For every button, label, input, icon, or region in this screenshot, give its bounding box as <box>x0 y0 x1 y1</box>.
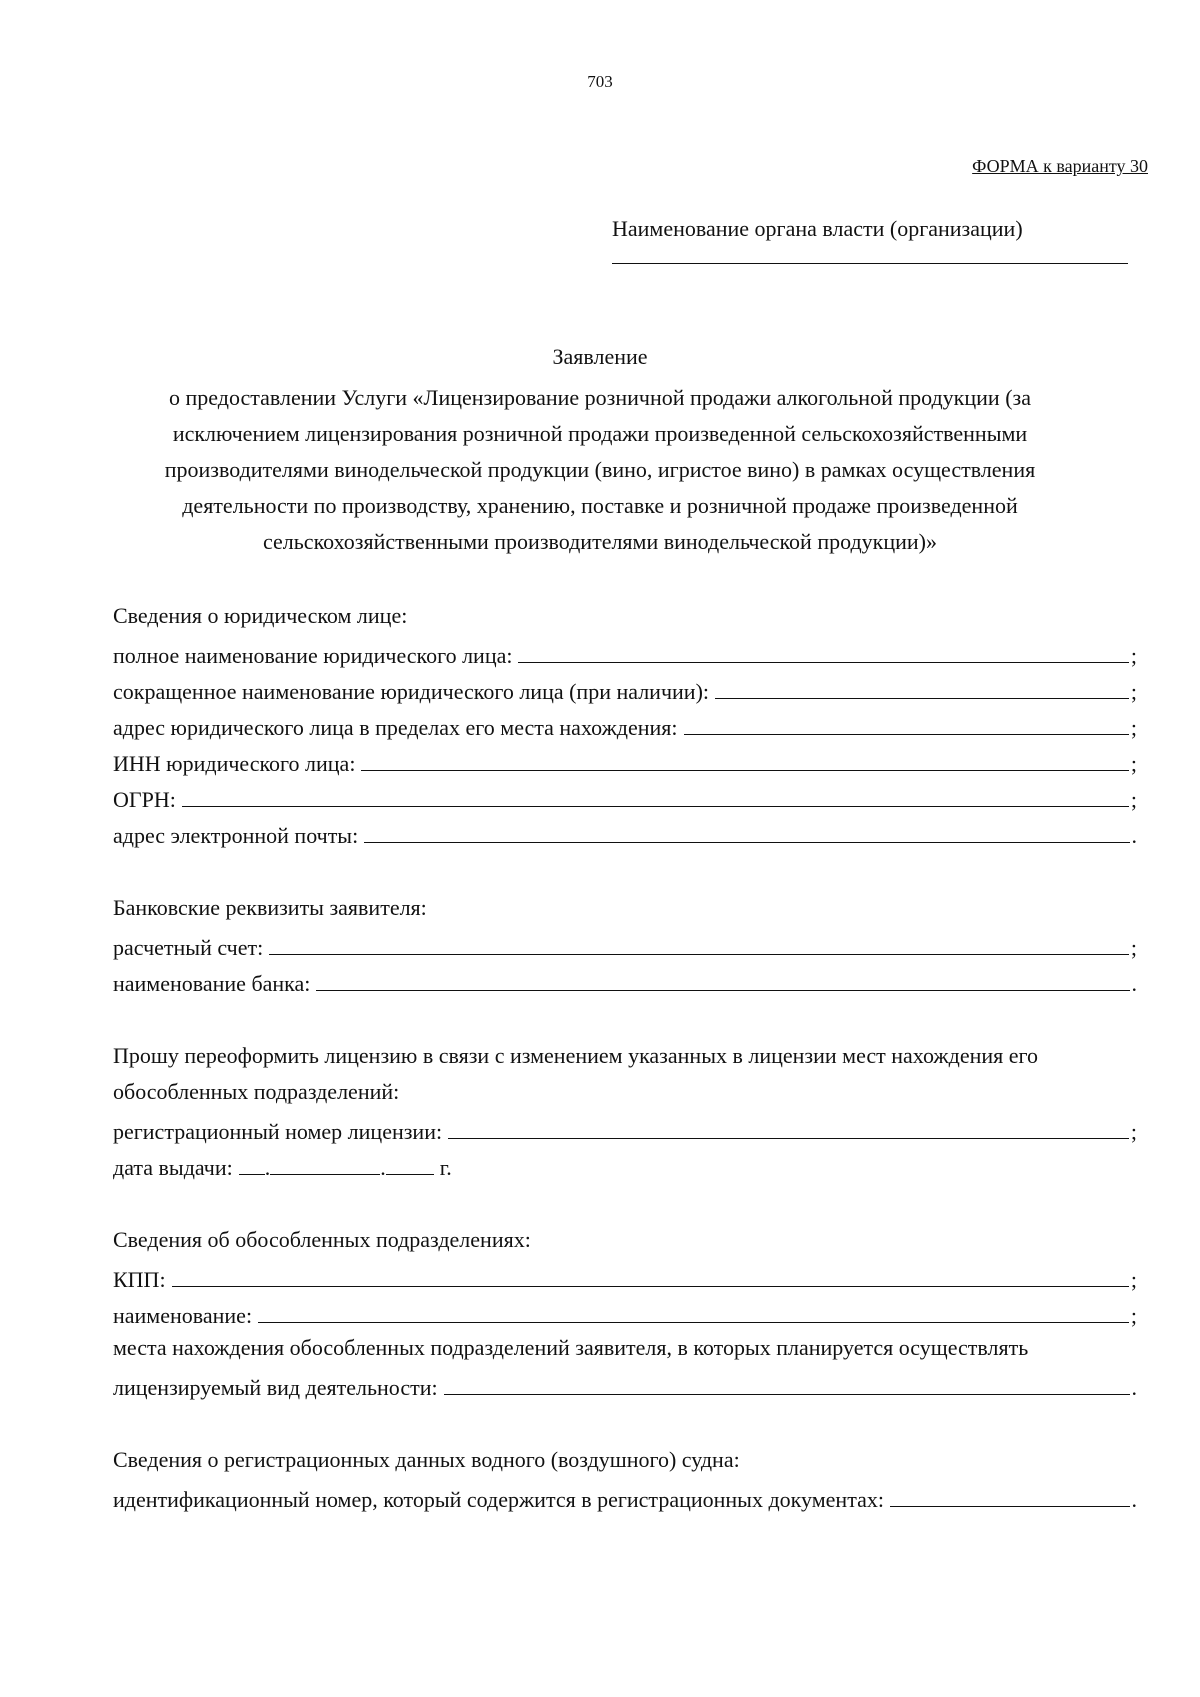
full-name-end: ; <box>1130 643 1137 668</box>
issue-date-suffix: г. <box>439 1155 452 1180</box>
bank-name-label: наименование банка: <box>113 971 311 996</box>
kpp-label: КПП: <box>113 1267 166 1292</box>
kpp-end: ; <box>1130 1267 1137 1292</box>
subdivision-name-label: наименование: <box>113 1303 253 1328</box>
license-request-line1: Прошу переоформить лицензию в связи с изменением указанных в лицензии мест нахождения его <box>113 1043 1038 1068</box>
legal-entity-heading: Сведения о юридическом лице: <box>113 603 408 628</box>
issue-month-field[interactable] <box>270 1174 380 1175</box>
address-label: адрес юридического лица в пределах его места нахождения: <box>113 715 678 740</box>
inn-row <box>113 742 1137 778</box>
subdivision-name-end: ; <box>1130 1303 1137 1328</box>
issue-date-row <box>113 1146 1137 1182</box>
ogrn-label: ОГРН: <box>113 787 176 812</box>
authority-block <box>612 216 1132 264</box>
document-subtitle: о предоставлении Услуги «Лицензирование розничной продажи алкогольной продукции (за исключением лицензирования розничной продажи произведенной сельскохозяйственными производителями винодельческой продукции (вино, игристое вино) в рамках осуществления деятельности по производству, хранению, поставке и розничной продаже произведенной сельскохозяйственными производителями винодельческой продукции)» <box>164 385 1036 554</box>
short-name-row <box>113 670 1137 706</box>
license-number-end: ; <box>1130 1119 1137 1144</box>
form-content <box>113 598 1137 1554</box>
email-end: . <box>1131 823 1137 848</box>
ogrn-end: ; <box>1130 787 1137 812</box>
address-end: ; <box>1130 715 1137 740</box>
subdivision-name-field[interactable] <box>258 1322 1129 1323</box>
address-row <box>113 706 1137 742</box>
locations-row <box>113 1366 1137 1402</box>
vessel-section <box>113 1442 1137 1514</box>
issue-date-label: дата выдачи: <box>113 1155 233 1180</box>
license-number-field[interactable] <box>448 1138 1129 1139</box>
bank-heading: Банковские реквизиты заявителя: <box>113 895 427 920</box>
short-name-label: сокращенное наименование юридического лица (при наличии): <box>113 679 710 704</box>
form-reference: ФОРМА к варианту 30 <box>972 156 1148 176</box>
vessel-id-row <box>113 1478 1137 1514</box>
issue-year-field[interactable] <box>386 1174 434 1175</box>
ogrn-field[interactable] <box>182 806 1129 807</box>
issue-date-sep-1: . <box>264 1155 271 1180</box>
bank-name-row <box>113 962 1137 998</box>
full-name-row <box>113 634 1137 670</box>
locations-end: . <box>1131 1375 1137 1400</box>
bank-name-end: . <box>1131 971 1137 996</box>
subdivisions-heading: Сведения об обособленных подразделениях: <box>113 1227 531 1252</box>
bank-section <box>113 890 1137 998</box>
vessel-heading: Сведения о регистрационных данных водного (воздушного) судна: <box>113 1447 740 1472</box>
vessel-id-field[interactable] <box>890 1506 1130 1507</box>
license-section <box>113 1038 1137 1182</box>
license-request-line2: обособленных подразделений: <box>113 1079 400 1104</box>
full-name-field[interactable] <box>518 662 1128 663</box>
account-row <box>113 926 1137 962</box>
inn-label: ИНН юридического лица: <box>113 751 356 776</box>
email-field[interactable] <box>364 842 1129 843</box>
email-label: адрес электронной почты: <box>113 823 359 848</box>
locations-line1: места нахождения обособленных подразделений заявителя, в которых планируется осуществлять <box>113 1335 1029 1360</box>
bank-name-field[interactable] <box>316 990 1129 991</box>
inn-field[interactable] <box>361 770 1128 771</box>
account-end: ; <box>1130 935 1137 960</box>
locations-label: лицензируемый вид деятельности: <box>113 1375 438 1400</box>
license-number-label: регистрационный номер лицензии: <box>113 1119 443 1144</box>
kpp-row <box>113 1258 1137 1294</box>
short-name-field[interactable] <box>715 698 1129 699</box>
full-name-label: полное наименование юридического лица: <box>113 643 513 668</box>
email-row <box>113 814 1137 850</box>
inn-end: ; <box>1130 751 1137 776</box>
vessel-id-end: . <box>1131 1487 1137 1512</box>
legal-entity-section <box>113 598 1137 850</box>
short-name-end: ; <box>1130 679 1137 704</box>
document-title: Заявление <box>552 344 648 369</box>
issue-date-sep-2: . <box>380 1155 386 1180</box>
account-label: расчетный счет: <box>113 935 264 960</box>
license-number-row <box>113 1110 1137 1146</box>
address-field[interactable] <box>684 734 1129 735</box>
locations-field[interactable] <box>444 1394 1130 1395</box>
subdivisions-section <box>113 1222 1137 1402</box>
vessel-id-label: идентификационный номер, который содержится в регистрационных документах: <box>113 1487 884 1512</box>
kpp-field[interactable] <box>172 1286 1129 1287</box>
ogrn-row <box>113 778 1137 814</box>
authority-input-line[interactable] <box>612 262 1128 264</box>
account-field[interactable] <box>269 954 1129 955</box>
issue-day-field[interactable] <box>239 1174 265 1175</box>
authority-label: Наименование органа власти (организации) <box>612 216 1023 241</box>
page-number: 703 <box>587 72 613 91</box>
subdivision-name-row <box>113 1294 1137 1330</box>
